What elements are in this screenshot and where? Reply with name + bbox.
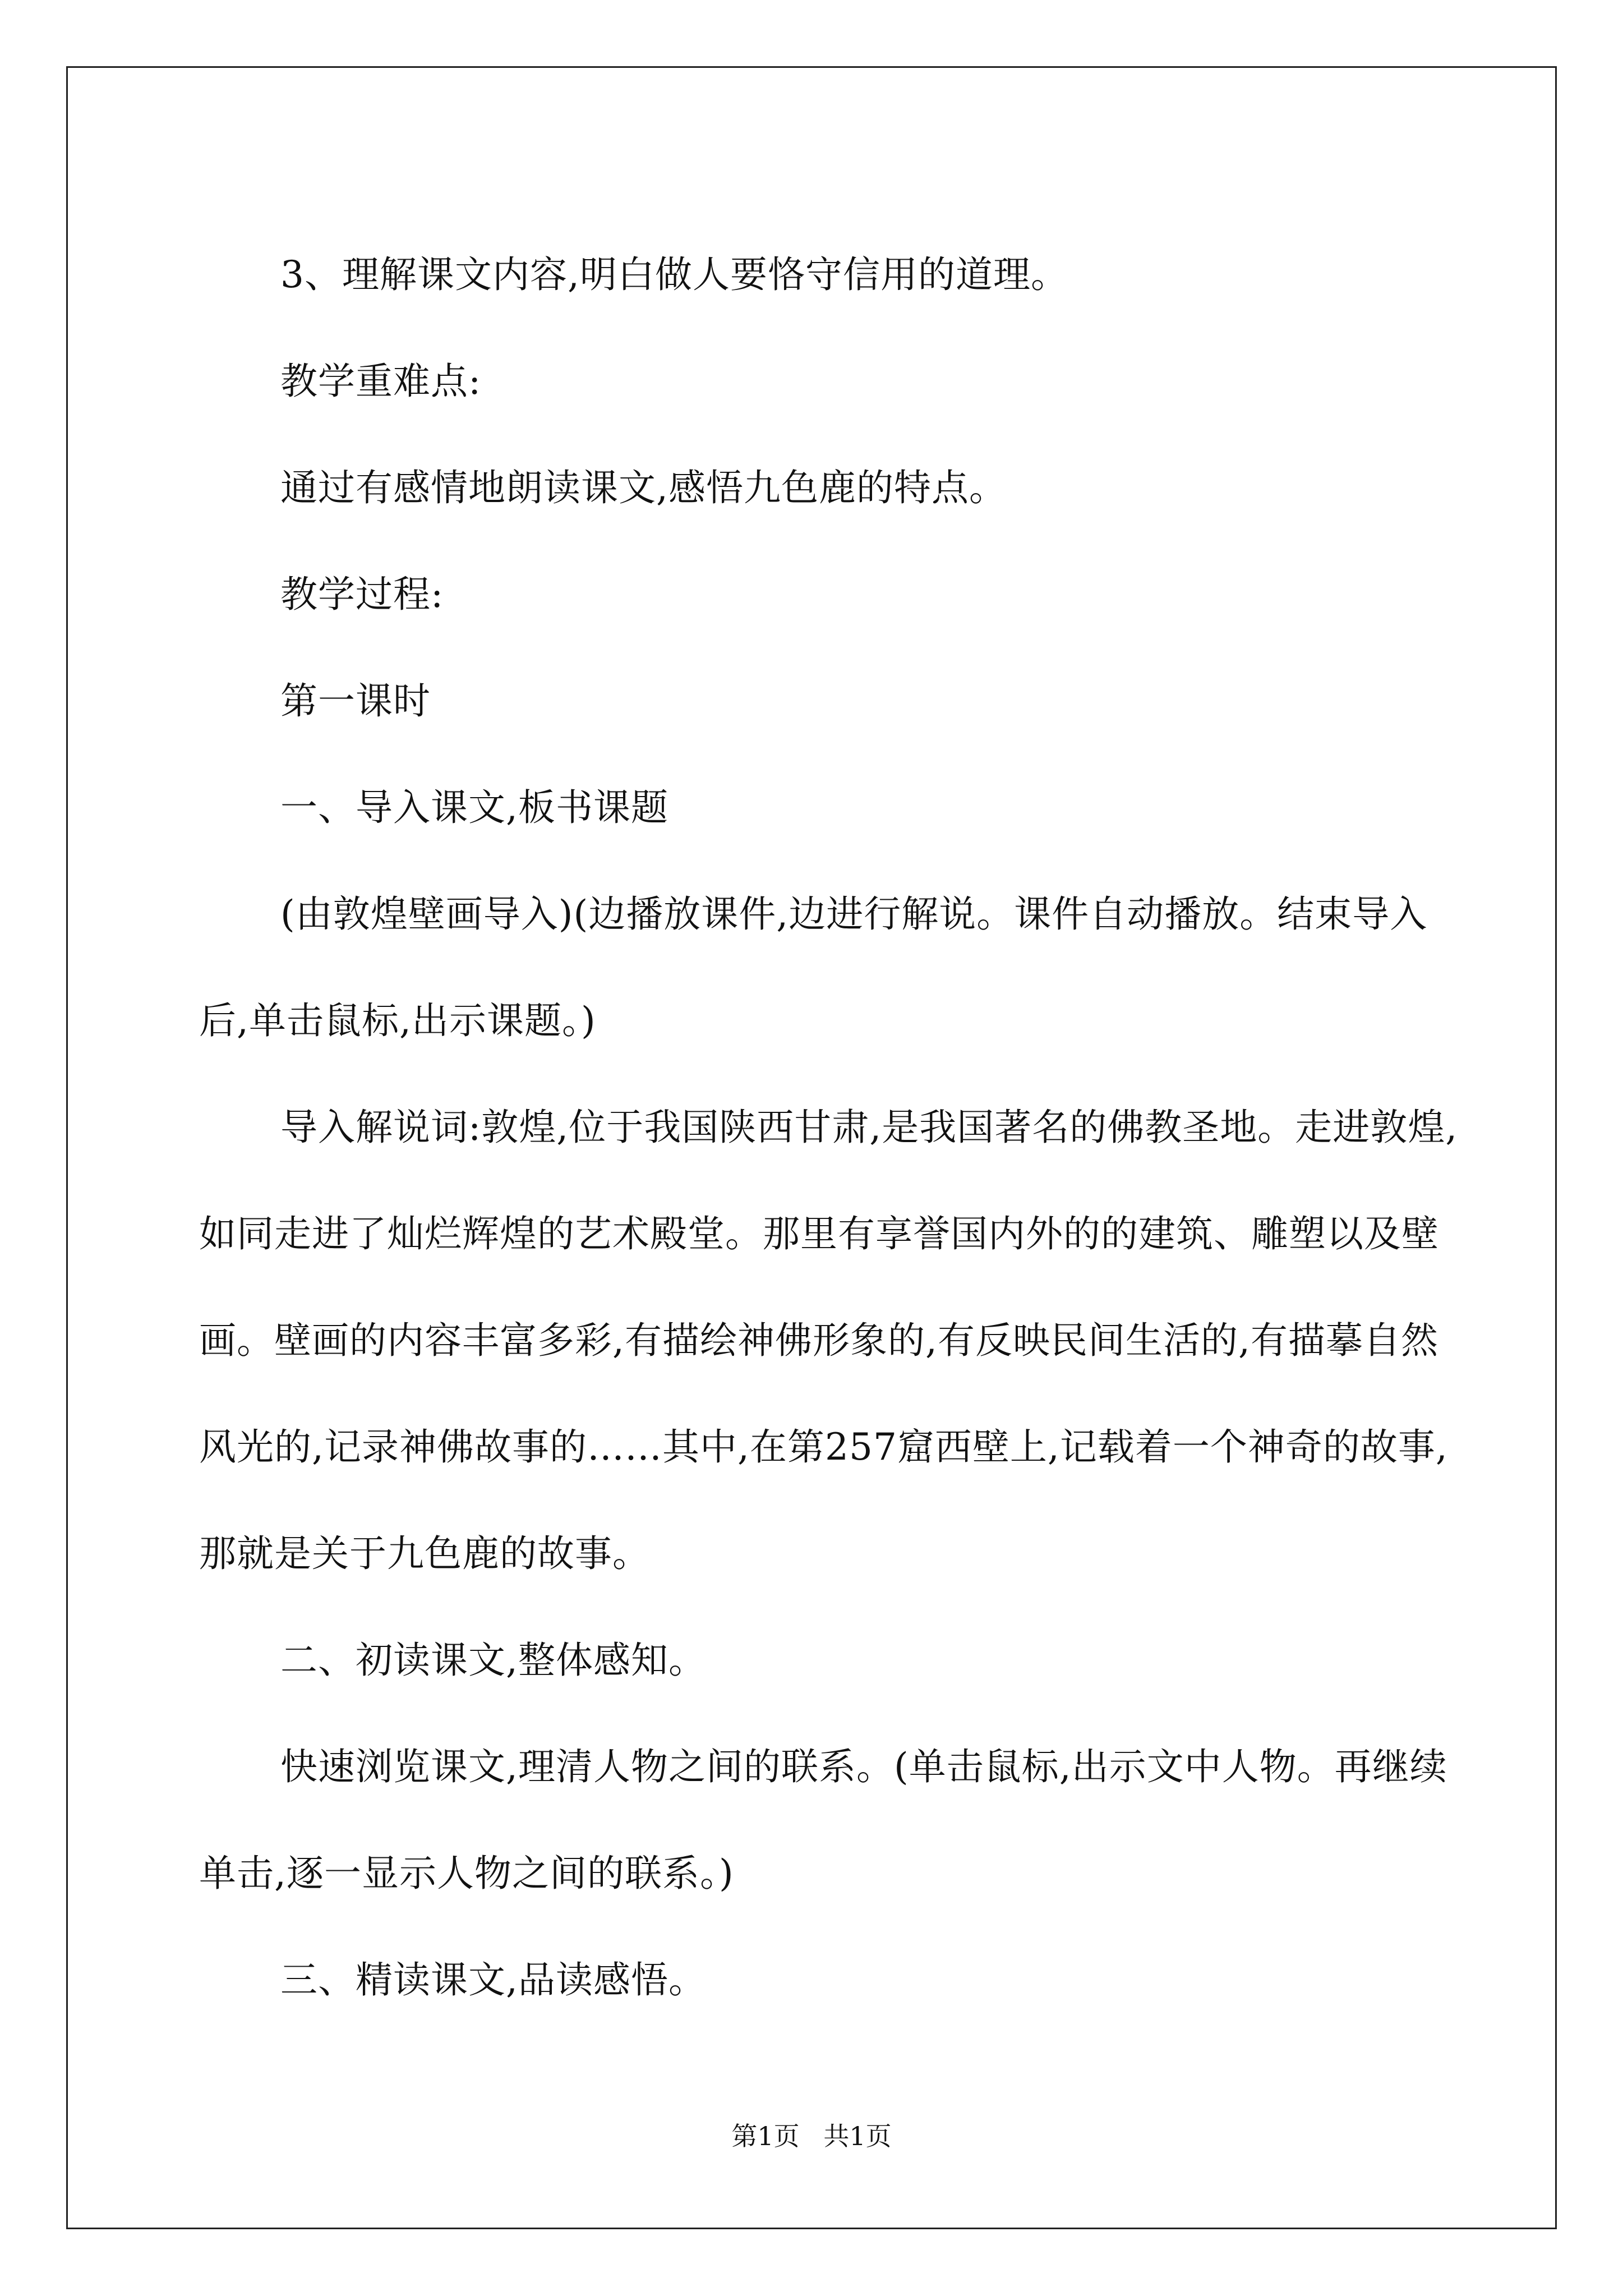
paragraph-section-1-heading: 一、导入课文,板书课题 <box>280 786 668 829</box>
paragraph-section-2-body: 快速浏览课文,理清人物之间的联系。(单击鼠标,出示文中人物。再继续单击,逐一显示人物之间的联系。) <box>199 1745 1447 1895</box>
paragraph-section-2-heading: 二、初读课文,整体感知。 <box>280 1639 706 1682</box>
page-footer <box>0 2119 1623 2153</box>
paragraph-objective-3: 3、理解课文内容,明白做人要恪守信用的道理。 <box>280 253 1068 296</box>
page-number-current: 第1页 <box>731 2121 800 2151</box>
paragraph-section-1-note: (由敦煌壁画导入)(边播放课件,边进行解说。课件自动播放。结束导入后,单击鼠标,出示课题。) <box>199 892 1428 1042</box>
paragraph-intro-narration: 导入解说词:敦煌,位于我国陕西甘肃,是我国著名的佛教圣地。走进敦煌,如同走进了灿烂辉煌的艺术殿堂。那里有享誉国内外的的建筑、雕塑以及壁画。壁画的内容丰富多彩,有描绘神佛形象的,有反映民间生活的,有描摹自然风光的,记录神佛故事的……其中,在第257窟西壁上,记载着一个神奇的故事,那就是关于九色鹿的故事。 <box>199 1106 1458 1575</box>
page-number-total: 共1页 <box>823 2121 892 2151</box>
document-body <box>199 222 1467 2033</box>
paragraph-key-difficulties: 通过有感情地朗读课文,感悟九色鹿的特点。 <box>280 466 1007 509</box>
paragraph-first-lesson: 第一课时 <box>280 679 431 723</box>
paragraph-key-difficulties-heading: 教学重难点: <box>280 360 482 403</box>
paragraph-process-heading: 教学过程: <box>280 573 444 616</box>
paragraph-section-3-heading: 三、精读课文,品读感悟。 <box>280 1958 706 2001</box>
